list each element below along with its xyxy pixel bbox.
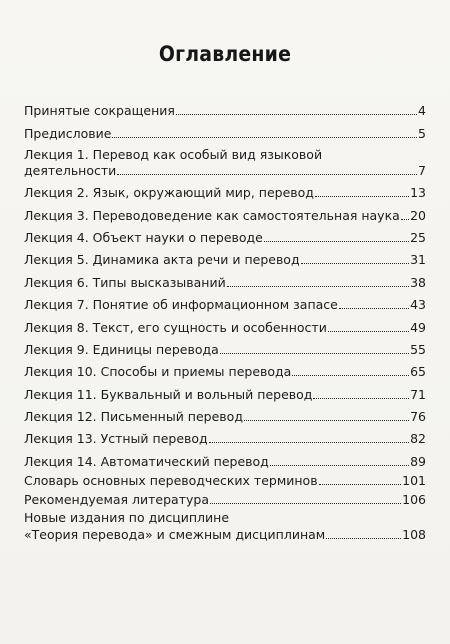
dot-leader: [209, 442, 409, 443]
dot-leader: [401, 219, 409, 220]
toc-entry-title: Лекция 7. Понятие об информационном запасе: [24, 297, 338, 313]
dot-leader: [339, 308, 409, 309]
toc-entry-title-line2: «Теория перевода» и смежным дисциплинам: [24, 526, 326, 542]
toc-entry-page: 82: [410, 431, 426, 447]
dot-leader: [220, 353, 409, 354]
dot-leader: [227, 286, 409, 287]
table-of-contents: [24, 96, 426, 542]
toc-entry-title: Лекция 4. Объект науки о переводе: [24, 229, 263, 245]
toc-entry-page: 13: [410, 185, 426, 201]
toc-entry-title: Лекция 13. Устный перевод: [24, 431, 208, 447]
dot-leader: [328, 331, 409, 332]
toc-entry: [24, 290, 426, 312]
toc-entry: [24, 178, 426, 200]
toc-entry-page: 43: [410, 297, 426, 313]
toc-entry-title: Словарь основных переводческих терминов: [24, 472, 318, 488]
page-title: Оглавление: [158, 42, 292, 66]
toc-entry-page: 71: [410, 386, 426, 402]
toc-entry: [24, 118, 426, 140]
dot-leader: [244, 420, 409, 421]
dot-leader: [313, 398, 409, 399]
toc-entry: [24, 312, 426, 334]
toc-entry: [24, 488, 426, 507]
dot-leader: [301, 263, 409, 264]
toc-entry: [24, 335, 426, 357]
toc-entry-title: Лекция 10. Способы и приемы перевода: [24, 364, 292, 380]
toc-entry: [24, 469, 426, 488]
toc-entry-page: 4: [418, 103, 426, 119]
toc-entry: [24, 402, 426, 424]
toc-entry-page: 55: [410, 341, 426, 357]
dot-leader: [326, 538, 401, 539]
toc-entry-page: 76: [410, 409, 426, 425]
toc-entry: [24, 200, 426, 222]
toc-entry: [24, 446, 426, 468]
toc-entry-page: 108: [402, 526, 426, 542]
toc-entry-page: 101: [402, 472, 426, 488]
dot-leader: [176, 114, 417, 115]
dot-leader: [270, 465, 409, 466]
dot-leader: [210, 503, 401, 504]
toc-entry-page: 31: [410, 252, 426, 268]
toc-entry: [24, 357, 426, 379]
toc-entry-page: 89: [410, 453, 426, 469]
dot-leader: [319, 484, 402, 485]
toc-entry-title-line1: Лекция 1. Перевод как особый вид языковой: [24, 146, 323, 162]
toc-entry: [24, 267, 426, 289]
toc-entry: [24, 379, 426, 401]
toc-entry-title: Лекция 14. Автоматический перевод: [24, 453, 269, 469]
toc-entry-page: 49: [410, 319, 426, 335]
toc-entry: [24, 96, 426, 118]
dot-leader: [315, 196, 409, 197]
toc-entry-page: 25: [410, 229, 426, 245]
toc-entry-page: 7: [418, 162, 426, 178]
toc-entry-title-line2: деятельности: [24, 162, 117, 178]
dot-leader: [292, 375, 409, 376]
toc-entry-title: Предисловие: [24, 125, 112, 141]
toc-entry-page: 65: [410, 364, 426, 380]
toc-entry-page: 38: [410, 274, 426, 290]
toc-entry: [24, 223, 426, 245]
toc-entry: [24, 245, 426, 267]
toc-entry-title: Лекция 6. Типы высказываний: [24, 274, 226, 290]
toc-entry-page: 106: [402, 491, 426, 507]
toc-entry-title: Лекция 2. Язык, окружающий мир, перевод: [24, 185, 314, 201]
toc-entry-title: Лекция 9. Единицы перевода: [24, 341, 219, 357]
toc-entry: [24, 424, 426, 446]
dot-leader: [264, 241, 409, 242]
toc-entry-title-line1: Новые издания по дисциплине: [24, 509, 230, 525]
toc-entry-title: Лекция 11. Буквальный и вольный перевод: [24, 386, 313, 402]
toc-entry-title: Рекомендуемая литература: [24, 491, 209, 507]
dot-leader: [112, 137, 417, 138]
toc-entry: [24, 147, 426, 178]
toc-entry-page: 5: [418, 125, 426, 141]
toc-entry-page: 20: [410, 207, 426, 223]
toc-entry: [24, 510, 426, 542]
toc-entry-title: Принятые сокращения: [24, 103, 175, 119]
dot-leader: [117, 174, 417, 175]
toc-entry-title: Лекция 12. Письменный перевод: [24, 409, 243, 425]
toc-entry-title: Лекция 8. Текст, его сущность и особенности: [24, 319, 327, 335]
toc-entry-title: Лекция 5. Динамика акта речи и перевод: [24, 252, 300, 268]
toc-entry-title: Лекция 3. Переводоведение как самостоятельная наука: [24, 207, 400, 223]
